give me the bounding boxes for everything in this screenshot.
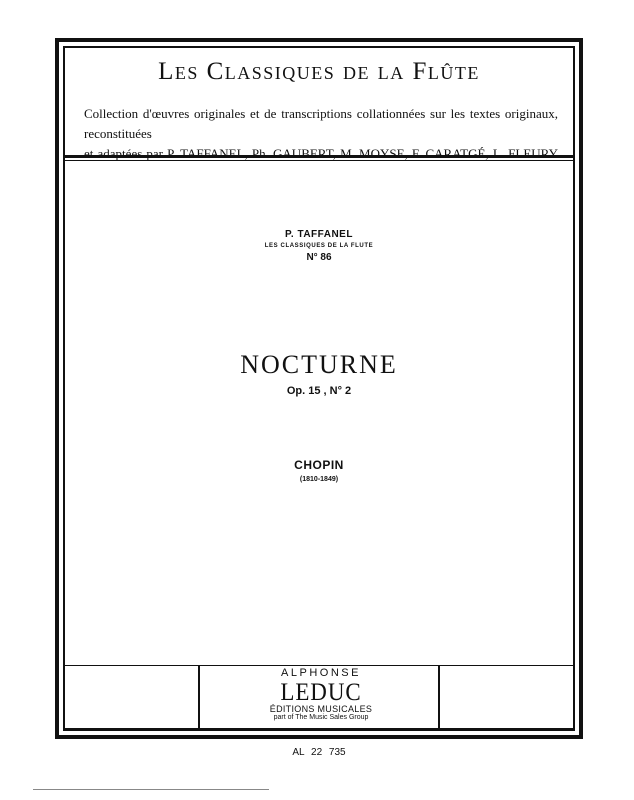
series-title: Les Classiques de la Flûte [158,58,480,85]
collection-number: N° 86 [306,252,332,263]
publisher-brand: LEDUC [280,679,362,706]
publisher-group: part of The Music Sales Group [273,714,369,721]
series-description-line-2: et adaptées par P. TAFFANEL, Ph. GAUBERT, M. MOYSE, F. CARATGÉ, L. FLEURY [84,146,558,161]
composer-name: CHOPIN [294,458,344,472]
work-title: NOCTURNE [240,350,398,379]
composer-dates: (1810-1849) [299,476,339,483]
publisher-first-name: ALPHONSE [281,667,361,679]
footer-divider-left [198,665,200,731]
footer-top-line [65,665,573,666]
scan-line [33,789,269,790]
catalog-number: AL 22 735 [292,747,346,758]
footer-bottom-line [65,728,573,729]
header-divider [65,155,573,158]
editor-collection: LES CLASSIQUES DE LA FLUTE [264,243,374,249]
series-description-line-1: Collection d'œuvres originales et de transcriptions collationnées sur les textes originaux, reconstituées [84,106,558,141]
publisher-subtitle: ÉDITIONS MUSICALES [269,704,373,714]
header-divider-thin [65,160,573,161]
editor-name: P. TAFFANEL [285,229,353,240]
editor-block [200,228,438,264]
opus-number: Op. 15 , N° 2 [286,385,352,397]
publisher-logo [203,668,439,721]
